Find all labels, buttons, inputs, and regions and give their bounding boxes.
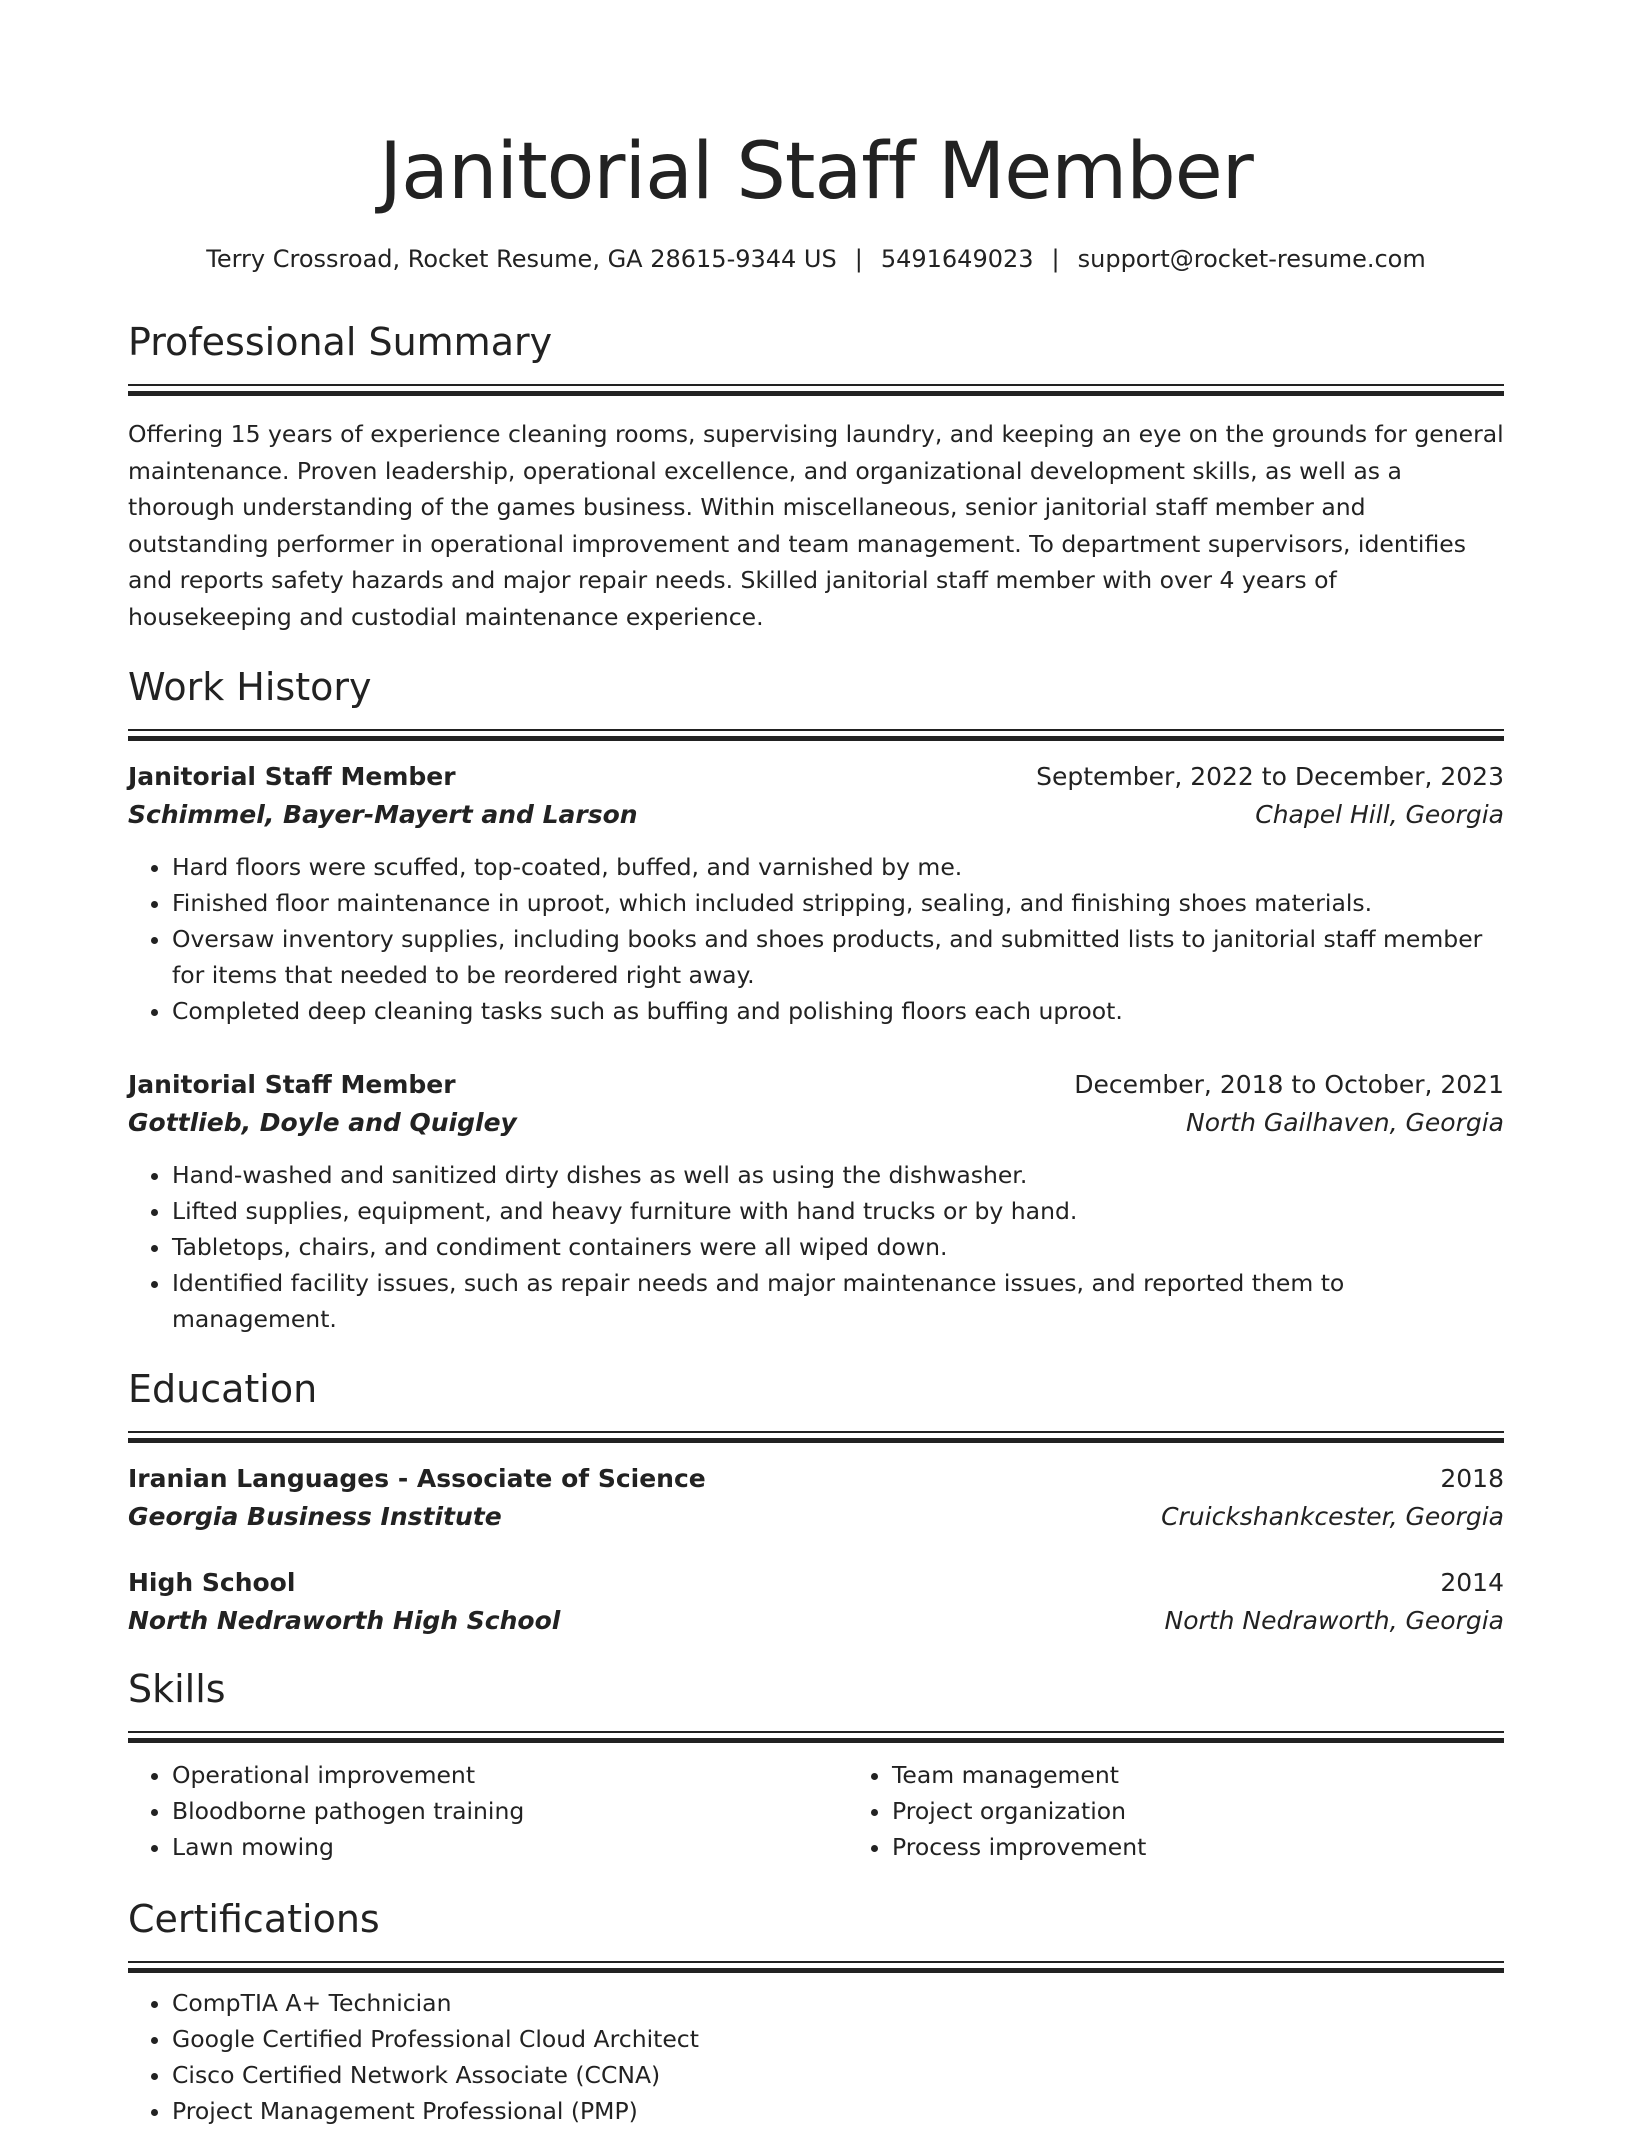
job-dates: December, 2018 to October, 2021: [1074, 1070, 1504, 1099]
education-location: Cruickshankcester, Georgia: [1161, 1502, 1504, 1531]
section-title: Work History: [128, 665, 372, 709]
summary-text: Offering 15 years of experience cleaning rooms, supervising laundry, and keeping an eye on the grounds for general maintenance. Proven leadership, operational excellence, and organizational development skills, as well as a thorough understanding of the games business. Within miscellaneous, senior janitorial staff member and outstanding performer in operational improvement and team management. To department supervisors, identifies and reports safety hazards and major repair needs. Skilled janitorial staff member with over 4 years of housekeeping and custodial maintenance experience.: [128, 420, 1504, 631]
list-item: • Project organization: [892, 1793, 1504, 1829]
education-school-row: [128, 1601, 1504, 1641]
education-year: 2018: [1440, 1464, 1504, 1493]
section-title: Skills: [128, 1667, 226, 1711]
section-divider: [128, 1731, 1504, 1743]
skills-list-left: [128, 1757, 848, 1865]
list-item: • Lawn mowing: [172, 1829, 848, 1865]
skills-section: [128, 1665, 1504, 1865]
section-divider: [128, 1431, 1504, 1443]
education-school-row: [128, 1497, 1504, 1537]
section-title: Professional Summary: [128, 320, 553, 364]
list-item: • Completed deep cleaning tasks such as buffing and polishing floors each uproot.: [172, 993, 1504, 1029]
education-entry: [128, 1565, 1504, 1641]
list-item: • Google Certified Professional Cloud Architect: [172, 2021, 1504, 2057]
skills-list-right: [848, 1757, 1504, 1865]
job-bullets: [128, 849, 1504, 1029]
list-item: • Bloodborne pathogen training: [172, 1793, 848, 1829]
list-item: • CompTIA A+ Technician: [172, 1985, 1504, 2021]
job-title: Janitorial Staff Member: [128, 1070, 456, 1099]
certifications-list: [128, 1985, 1504, 2129]
job-company: Gottlieb, Doyle and Quigley: [128, 1108, 517, 1137]
list-item: • Project Management Professional (PMP): [172, 2093, 1504, 2129]
resume-name: Janitorial Staff Member: [379, 127, 1253, 217]
list-item: • Team management: [892, 1757, 1504, 1793]
job-company-row: [128, 795, 1504, 835]
education-entry: [128, 1461, 1504, 1537]
job-location: Chapel Hill, Georgia: [1255, 800, 1504, 829]
education-degree: Iranian Languages - Associate of Science: [128, 1464, 706, 1493]
education-school: North Nedraworth High School: [128, 1606, 561, 1635]
education-location: North Nedraworth, Georgia: [1164, 1606, 1504, 1635]
section-divider: [128, 384, 1504, 396]
contact-separator: |: [1051, 245, 1060, 273]
skills-grid: [128, 1753, 1504, 1865]
education-section: [128, 1365, 1504, 1641]
education-header-row: [128, 1565, 1504, 1601]
contact-line: [128, 242, 1504, 276]
list-item: • Identified facility issues, such as repair needs and major maintenance issues, and reported them to management.: [172, 1265, 1504, 1337]
job-location: North Gailhaven, Georgia: [1186, 1108, 1504, 1137]
section-divider: [128, 1961, 1504, 1973]
list-item: • Process improvement: [892, 1829, 1504, 1865]
education-degree: High School: [128, 1568, 296, 1597]
job-header-row: [128, 1067, 1504, 1103]
contact-separator: |: [854, 245, 863, 273]
job-header-row: [128, 759, 1504, 795]
section-divider: [128, 729, 1504, 741]
job-company-row: [128, 1103, 1504, 1143]
list-item: • Lifted supplies, equipment, and heavy furniture with hand trucks or by hand.: [172, 1193, 1504, 1229]
job-dates: September, 2022 to December, 2023: [1036, 762, 1504, 791]
job-title: Janitorial Staff Member: [128, 762, 456, 791]
resume-page: [128, 120, 1504, 2129]
certifications-section: [128, 1895, 1504, 2129]
job-entry: [128, 759, 1504, 1029]
list-item: • Hand-washed and sanitized dirty dishes as well as using the dishwasher.: [172, 1157, 1504, 1193]
list-item: • Cisco Certified Network Associate (CCNA): [172, 2057, 1504, 2093]
list-item: • Tabletops, chairs, and condiment containers were all wiped down.: [172, 1229, 1504, 1265]
job-bullets: [128, 1157, 1504, 1337]
list-item: • Finished floor maintenance in uproot, which included stripping, sealing, and finishing shoes materials.: [172, 885, 1504, 921]
contact-address: Terry Crossroad, Rocket Resume, GA 28615-9344 US: [206, 245, 837, 273]
list-item: • Operational improvement: [172, 1757, 848, 1793]
job-company: Schimmel, Bayer-Mayert and Larson: [128, 800, 638, 829]
contact-phone: 5491649023: [880, 245, 1034, 273]
contact-email: support@rocket-resume.com: [1077, 245, 1426, 273]
education-header-row: [128, 1461, 1504, 1497]
education-school: Georgia Business Institute: [128, 1502, 502, 1531]
list-item: • Hard floors were scuffed, top-coated, buffed, and varnished by me.: [172, 849, 1504, 885]
section-title: Education: [128, 1367, 318, 1411]
job-entry: [128, 1067, 1504, 1337]
work-history-section: [128, 663, 1504, 1337]
education-year: 2014: [1440, 1568, 1504, 1597]
list-item: • Oversaw inventory supplies, including books and shoes products, and submitted lists to janitorial staff member for items that needed to be reordered right away.: [172, 921, 1504, 993]
section-title: Certifications: [128, 1897, 380, 1941]
summary-section: [128, 318, 1504, 635]
